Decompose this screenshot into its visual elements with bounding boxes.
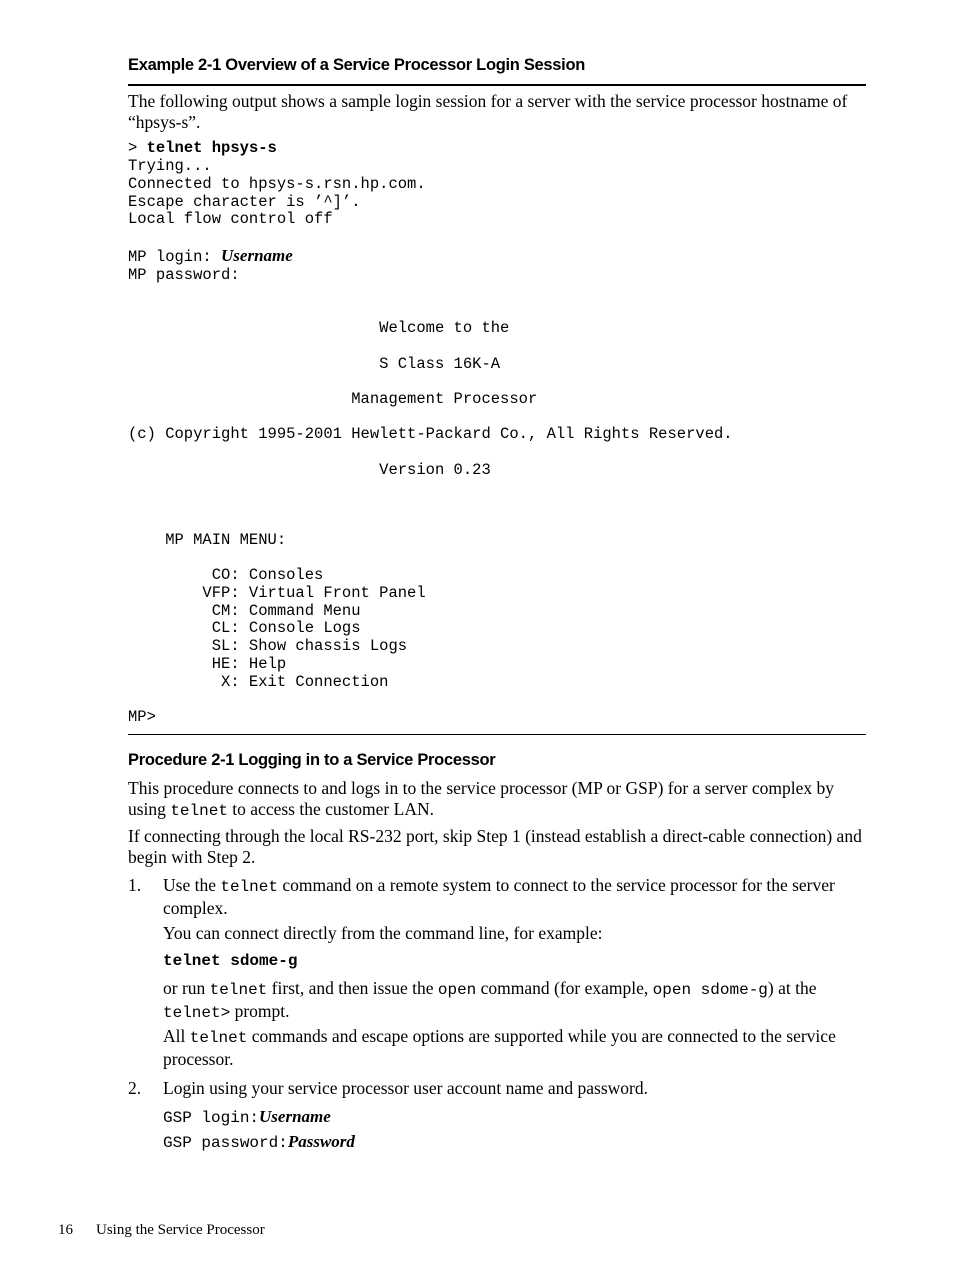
text: command (for example, — [476, 978, 653, 998]
mp-password-label: MP password: — [128, 266, 240, 284]
gsp-password-line — [163, 1132, 355, 1152]
step1-sub: You can connect directly from the command line, for example: — [163, 923, 603, 943]
gsp-password-label: GSP password: — [163, 1134, 288, 1152]
copyright-line: (c) Copyright 1995-2001 Hewlett-Packard Co., All Rights Reserved. — [128, 425, 733, 443]
text: All — [163, 1026, 190, 1046]
step2-text: Login using your service processor user account name and password. — [163, 1078, 649, 1098]
example-top-rule — [128, 84, 866, 86]
shell-prompt: > — [128, 139, 138, 157]
text: first, and then issue the — [267, 978, 438, 998]
example-command: telnet sdome-g — [163, 952, 298, 970]
text: to access the customer LAN. — [227, 799, 434, 819]
text: command on a remote system to connect to the service processor for the server complex. — [163, 875, 835, 918]
menu-item: HE: Help — [128, 654, 287, 673]
connection-output — [128, 158, 426, 229]
menu-title: MP MAIN MENU: — [128, 531, 287, 549]
procedure-intro — [128, 778, 868, 822]
inline-code: telnet — [189, 1029, 248, 1047]
step1-text — [163, 875, 868, 919]
procedure-rs232-note: If connecting through the local RS-232 port, skip Step 1 (instead establish a direct-cable connection) and begin with Step 2. — [128, 826, 862, 867]
inline-code: telnet — [209, 981, 268, 999]
output-line: Trying... — [128, 157, 212, 175]
inline-code: telnet> — [163, 1004, 231, 1022]
page-number: 16 — [58, 1222, 73, 1238]
example-title: Example 2-1 Overview of a Service Processor Login Session — [128, 56, 586, 74]
menu-item: CL: Console Logs — [128, 619, 361, 638]
example-bottom-rule — [128, 734, 866, 735]
inline-code: telnet — [220, 878, 278, 896]
gsp-login-line — [163, 1107, 331, 1127]
text: or run — [163, 978, 210, 998]
menu-item: CM: Command Menu — [128, 601, 361, 620]
inline-code: open — [437, 981, 477, 999]
menu-item: CO: Consoles — [128, 566, 324, 584]
banner-line: Management Processor — [128, 390, 538, 408]
gsp-password-value: Password — [287, 1132, 355, 1151]
step-number: 1. — [128, 875, 142, 895]
mp-prompt: MP> — [128, 708, 156, 726]
mp-login-label: MP login: — [128, 248, 212, 266]
output-line: Local flow control off — [128, 210, 333, 229]
step-number: 2. — [128, 1078, 142, 1098]
menu-item: X: Exit Connection — [128, 672, 389, 691]
inline-code: telnet — [170, 802, 228, 820]
output-line: Escape character is ’^]’. — [128, 192, 361, 211]
text: ) at the — [767, 978, 817, 998]
mp-login-line — [128, 247, 293, 267]
version-line: Version 0.23 — [128, 461, 491, 479]
output-line: Connected to hpsys-s.rsn.hp.com. — [128, 174, 426, 193]
step1-alternative — [163, 978, 868, 1024]
telnet-command: telnet hpsys-s — [146, 139, 277, 157]
procedure-title: Procedure 2-1 Logging in to a Service Processor — [128, 751, 496, 769]
menu-item: VFP: Virtual Front Panel — [128, 583, 426, 602]
text: prompt. — [230, 1001, 290, 1021]
inline-code: open sdome-g — [652, 981, 768, 999]
banner-line: Welcome to the — [128, 319, 510, 337]
example-intro: The following output shows a sample login session for a server with the service processor hostname of “hpsys-s”. — [128, 91, 848, 132]
text: Use the — [163, 875, 221, 895]
text: This procedure connects to and logs in to the service processor (MP or GSP) for a server complex by using — [128, 778, 834, 819]
gsp-login-value: Username — [259, 1107, 331, 1126]
menu-item: SL: Show chassis Logs — [128, 637, 408, 656]
footer-section: Using the Service Processor — [96, 1222, 265, 1238]
command-line — [128, 140, 277, 158]
banner-line: S Class 16K-A — [128, 355, 501, 373]
menu-list — [128, 567, 426, 692]
gsp-login-label: GSP login: — [163, 1109, 260, 1127]
mp-login-value: Username — [221, 246, 293, 265]
step1-note — [163, 1026, 868, 1070]
text: commands and escape options are supported while you are connected to the service processor. — [163, 1026, 836, 1069]
